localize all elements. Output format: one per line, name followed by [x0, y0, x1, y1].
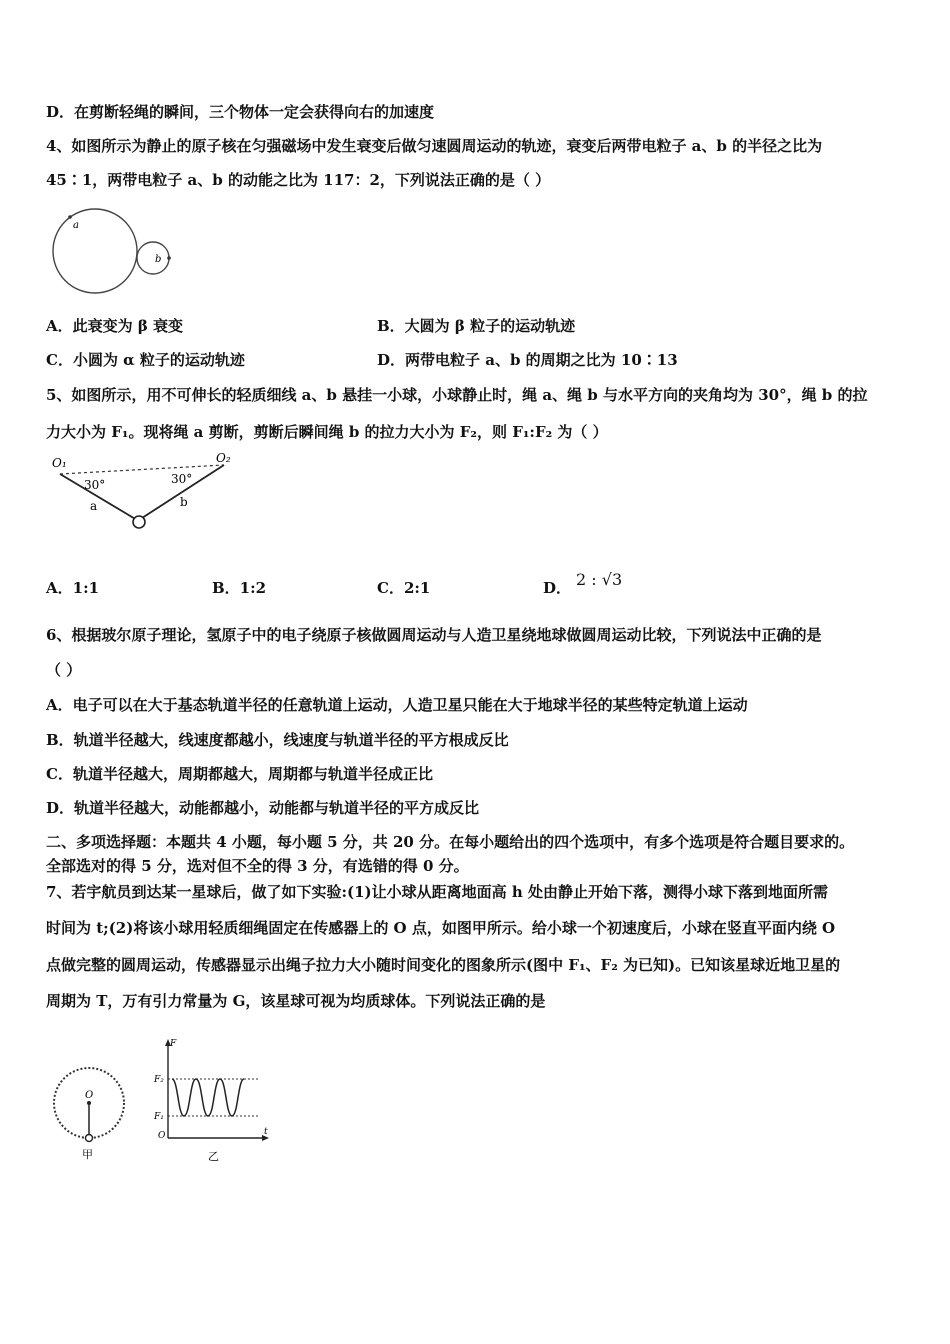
- section2-heading-line2: 全部选对的得 5 分，选对但不全的得 3 分，有选错的得 0 分。: [46, 857, 469, 875]
- q7-stem-line2: 时间为 t;(2)将该小球用轻质细绳固定在传感器上的 O 点，如图甲所示。给小球一个初速度后，小球在竖直平面内绕 O: [46, 919, 836, 937]
- q6-option-a: A．电子可以在大于基态轨道半径的任意轨道上运动，人造卫星只能在大于地球半径的某些特定轨道上运动: [46, 696, 748, 714]
- q6-stem-line2: （ ）: [46, 661, 82, 679]
- label-f1: F₁: [154, 1112, 164, 1122]
- small-orbit-circle: [137, 242, 169, 274]
- q7-figure-jia: [46, 1058, 136, 1164]
- label-yi: 乙: [208, 1150, 219, 1163]
- q5-stem-line2: 力大小为 F₁。现将绳 a 剪断，剪断后瞬间绳 b 的拉力大小为 F₂，则 F₁:F₂ 为（ ）: [46, 423, 608, 441]
- label-o: O: [85, 1090, 94, 1101]
- q7-stem-line3: 点做完整的圆周运动，传感器显示出绳子拉力大小随时间变化的图象所示(图中 F₁、F₂ 为已知)。已知该星球近地卫星的: [46, 956, 841, 974]
- q5-rope-figure: [46, 452, 236, 538]
- label-o2: O₂: [216, 452, 231, 465]
- ball: [86, 1135, 93, 1142]
- angle1-label: 30°: [84, 478, 106, 492]
- q5-option-d-label: D．: [543, 579, 572, 597]
- q6-option-b: B．轨道半径越大，线速度都越小，线速度与轨道半径的平方根成反比: [46, 731, 509, 749]
- force-curve: [172, 1079, 244, 1116]
- q6-stem-line1: 6、根据玻尔原子理论，氢原子中的电子绕原子核做圆周运动与人造卫星绕地球做圆周运动比较，下列说法中正确的是: [46, 626, 822, 644]
- q4-option-a: A．此衰变为 β 衰变: [46, 317, 184, 335]
- angle2-label: 30°: [171, 472, 193, 486]
- particle-a-dot: [68, 215, 72, 219]
- q5-option-c: C．2:1: [377, 579, 431, 597]
- q7-figure-yi: [150, 1036, 275, 1164]
- q7-stem-line1: 7、若宇航员到达某一星球后，做了如下实验:(1)让小球从距离地面高 h 处由静止开始下落，测得小球下落到地面所需: [46, 883, 828, 901]
- label-a: a: [73, 220, 79, 231]
- q7-stem-line4: 周期为 T，万有引力常量为 G，该星球可视为均质球体。下列说法正确的是: [46, 992, 546, 1010]
- q4-option-d: D．两带电粒子 a、b 的周期之比为 10∶13: [377, 351, 678, 369]
- q4-circles-figure: [46, 204, 186, 308]
- q5-option-b: B．1:2: [212, 579, 267, 597]
- q4-stem-line2: 45∶1，两带电粒子 a、b 的动能之比为 117：2，下列说法正确的是（ ）: [46, 171, 551, 189]
- q4-option-c: C．小圆为 α 粒子的运动轨迹: [46, 351, 245, 369]
- rope-a-label: a: [90, 499, 98, 513]
- q4-option-b: B．大圆为 β 粒子的运动轨迹: [377, 317, 576, 335]
- q6-option-d: D．轨道半径越大，动能都越小，动能都与轨道半径的平方成反比: [46, 799, 480, 817]
- q5-option-d-value: 2 : √3: [576, 570, 623, 589]
- label-origin: O: [158, 1131, 166, 1141]
- label-f2: F₂: [154, 1075, 164, 1085]
- label-b: b: [155, 254, 162, 265]
- large-orbit-circle: [53, 209, 137, 293]
- q6-option-c: C．轨道半径越大，周期都越大，周期都与轨道半径成正比: [46, 765, 433, 783]
- q3-option-d: D．在剪断轻绳的瞬间，三个物体一定会获得向右的加速度: [46, 103, 435, 121]
- q5-stem-line1: 5、如图所示，用不可伸长的轻质细线 a、b 悬挂一小球，小球静止时，绳 a、绳 b 与水平方向的夹角均为 30°，绳 b 的拉: [46, 386, 868, 404]
- q4-stem-line1: 4、如图所示为静止的原子核在匀强磁场中发生衰变后做匀速圆周运动的轨迹，衰变后两带电粒子 a、b 的半径之比为: [46, 137, 823, 155]
- pivot-o: [87, 1101, 91, 1105]
- q5-option-a: A．1:1: [46, 579, 100, 597]
- label-jia: 甲: [82, 1148, 93, 1161]
- label-f: F: [170, 1039, 177, 1049]
- rope-b-label: b: [180, 495, 188, 509]
- particle-b-dot: [167, 256, 171, 260]
- horizontal-dashed-line: [60, 465, 224, 474]
- label-o1: O₁: [52, 456, 67, 470]
- label-t: t: [264, 1127, 268, 1137]
- section2-heading-line1: 二、多项选择题：本题共 4 小题，每小题 5 分，共 20 分。在每小题给出的四个选项中，有多个选项是符合题目要求的。: [46, 833, 855, 851]
- ball: [133, 516, 145, 528]
